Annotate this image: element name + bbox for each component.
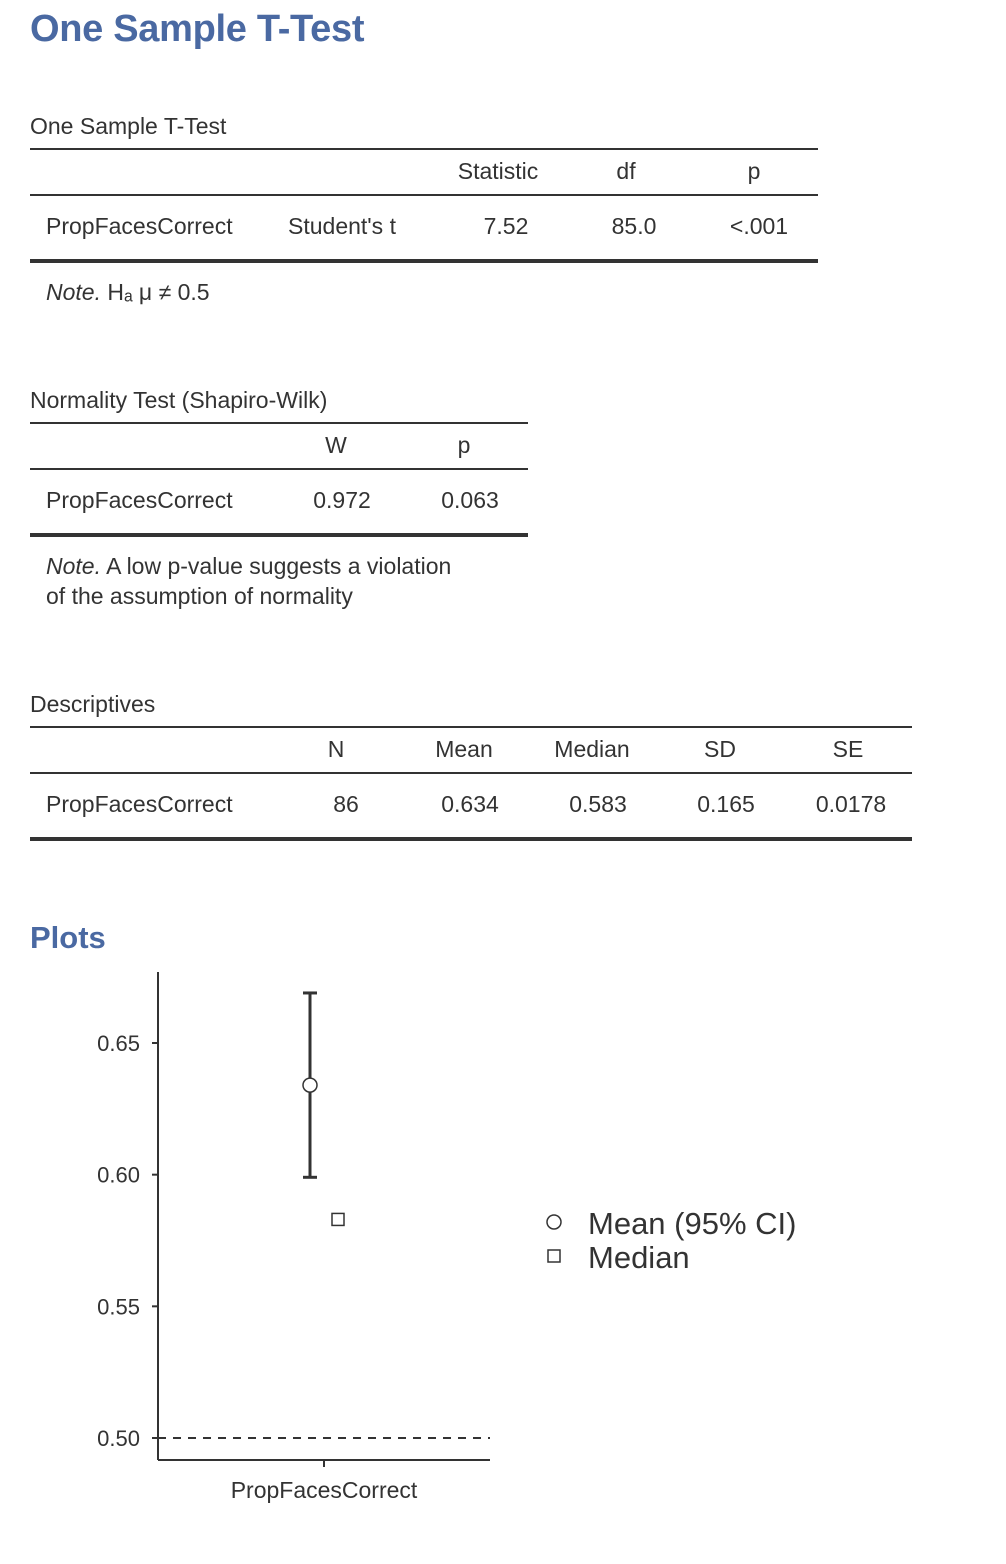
p-value: <.001 [729, 213, 789, 239]
descriptives-plot [0, 964, 1006, 1564]
mean-value: 0.634 [441, 791, 499, 817]
note-text: Hₐ μ ≠ 0.5 [107, 279, 210, 305]
col-sd: SD [704, 736, 736, 762]
note-label: Note. [46, 279, 101, 305]
table-row [30, 196, 818, 259]
col-se: SE [832, 736, 864, 762]
median-value: 0.583 [569, 791, 627, 817]
test-name: Student's t [288, 213, 396, 239]
ttest-table-title: One Sample T-Test [30, 113, 227, 139]
normality-table-title: Normality Test (Shapiro-Wilk) [30, 387, 328, 413]
col-n: N [327, 736, 345, 762]
normality-header-row [30, 424, 528, 468]
col-p: p [457, 432, 471, 458]
se-value: 0.0178 [815, 791, 887, 817]
y-tick-label: 0.55 [97, 1294, 140, 1320]
descriptives-table-title: Descriptives [30, 691, 156, 717]
y-tick-label: 0.65 [97, 1031, 140, 1056]
table-row [30, 774, 912, 837]
col-w: W [325, 432, 347, 458]
mean-point [303, 1078, 317, 1092]
col-statistic: Statistic [457, 158, 539, 184]
legend-mean-marker [547, 1215, 561, 1229]
df-value: 85.0 [611, 213, 657, 239]
col-median: Median [554, 736, 630, 762]
variable-name: PropFacesCorrect [46, 791, 233, 817]
note-line-1: A low p-value suggests a violation [106, 553, 452, 579]
legend-mean-label: Mean (95% CI) [588, 1206, 797, 1241]
descriptives-table [30, 690, 912, 841]
legend-median-marker [548, 1250, 560, 1262]
normality-note [30, 537, 528, 611]
sd-value: 0.165 [697, 791, 755, 817]
descriptives-header-row [30, 728, 912, 772]
n-value: 86 [333, 791, 359, 817]
median-point [332, 1213, 344, 1225]
w-value: 0.972 [313, 487, 371, 513]
note-label: Note. [46, 553, 101, 579]
p-value: 0.063 [441, 487, 499, 513]
col-mean: Mean [435, 736, 493, 762]
statistic-value: 7.52 [483, 213, 529, 239]
note-line-2: of the assumption of normality [46, 583, 353, 609]
x-tick-label: PropFacesCorrect [230, 1477, 418, 1503]
table-row [30, 470, 528, 533]
ttest-header-row [30, 150, 818, 194]
page-title: One Sample T-Test [30, 8, 365, 50]
legend-median-label: Median [588, 1240, 690, 1275]
normality-table [30, 386, 528, 611]
variable-name: PropFacesCorrect [46, 213, 233, 239]
ttest-table [30, 112, 818, 307]
y-tick-label: 0.50 [97, 1426, 140, 1451]
col-df: df [616, 158, 636, 184]
plots-heading: Plots [30, 920, 106, 955]
col-p: p [747, 158, 761, 184]
y-tick-label: 0.60 [97, 1162, 140, 1188]
ttest-note [30, 263, 818, 307]
variable-name: PropFacesCorrect [46, 487, 233, 513]
